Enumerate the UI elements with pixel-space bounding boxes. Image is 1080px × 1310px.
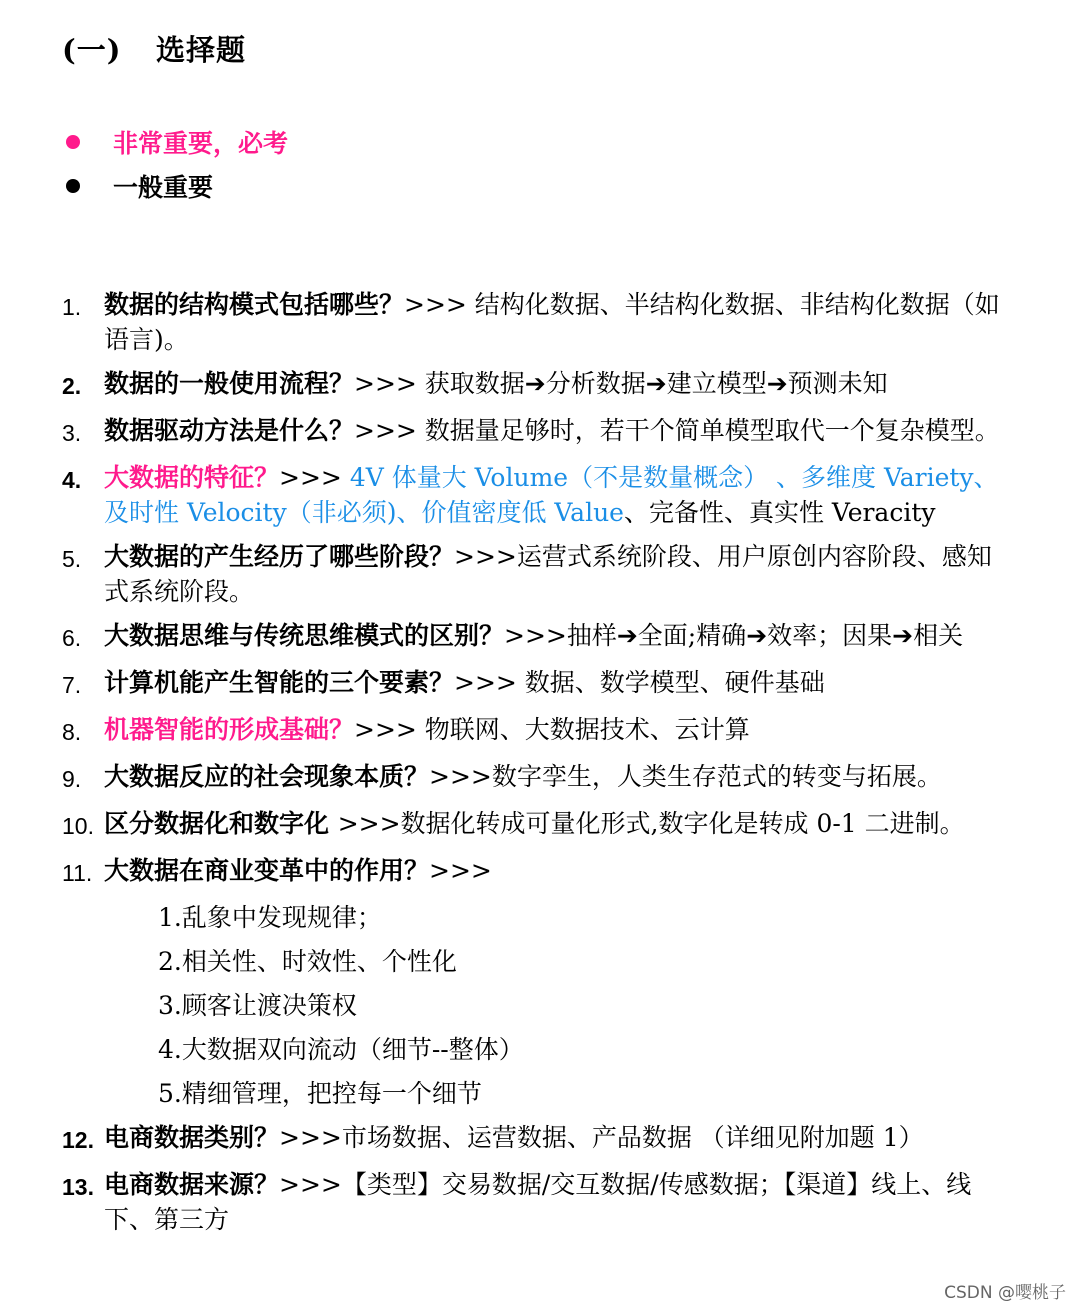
pink-bullet-icon (66, 135, 80, 149)
question-number: 3. (62, 420, 82, 446)
question-item (62, 1167, 1012, 1237)
question-item (62, 1120, 1012, 1158)
section-heading (62, 28, 246, 69)
sub-list-item: 1.乱象中发现规律； (158, 903, 382, 932)
answer-text: >>> 数据、数学模型、硬件基础 (454, 668, 825, 697)
question-item (62, 460, 1012, 530)
question-body (104, 618, 1012, 656)
question-item (62, 806, 1012, 844)
question-text: 数据的一般使用流程？ (104, 369, 355, 398)
question-number: 7. (62, 672, 82, 698)
question-item (62, 759, 1012, 797)
answer-text: >>> 数据量足够时，若干个简单模型取代一个复杂模型。 (354, 416, 1000, 445)
question-number: 13. (62, 1174, 94, 1200)
question-number: 8. (62, 719, 82, 745)
question-item (62, 287, 1012, 357)
legend-item-normal (62, 164, 288, 208)
answer-text: >>>运营式系统阶段、用户原创内容阶段、感知式系统阶段。 (104, 542, 992, 606)
answer-text: >>>数据化转成可量化形式,数字化是转成 0-1 二进制。 (337, 809, 965, 838)
answer-text: >>>数字孪生，人类生存范式的转变与拓展。 (429, 762, 942, 791)
question-text: 大数据反应的社会现象本质？ (104, 762, 430, 791)
answer-text: >>> 获取数据➔分析数据➔建立模型➔预测未知 (354, 369, 888, 398)
section-title: 选择题 (156, 33, 247, 67)
answer-text: >>> 物联网、大数据技术、云计算 (354, 715, 750, 744)
question-item (62, 366, 1012, 404)
question-number: 4. (62, 467, 82, 493)
question-text: 大数据的产生经历了哪些阶段？ (104, 542, 455, 571)
answer-text: >>>市场数据、运营数据、产品数据 （详细见附加题 1） (279, 1123, 924, 1152)
section-number: (一) (62, 33, 122, 67)
question-body (104, 539, 1012, 609)
question-item (62, 539, 1012, 609)
sub-list-item: 5.精细管理，把控每一个细节 (158, 1079, 482, 1108)
question-body (104, 460, 1012, 530)
question-item (62, 853, 1012, 891)
black-bullet-icon (66, 179, 80, 193)
watermark: CSDN @嘤桃子 (944, 1283, 1066, 1303)
question-item (62, 413, 1012, 451)
answer-highlight: 4V 体量大 Volume（不是数量概念） 、多维度 Variety、及时性 Velocity（非必须)、价值密度低 Value (104, 463, 999, 527)
question-list (62, 287, 1012, 1246)
question-body (104, 665, 1012, 703)
question-text: 计算机能产生智能的三个要素？ (104, 668, 455, 697)
sub-list-item: 3.顾客让渡决策权 (158, 991, 357, 1020)
sub-list-item: 2.相关性、时效性、个性化 (158, 947, 457, 976)
question-number: 11. (62, 860, 93, 886)
question-number: 5. (62, 546, 82, 572)
question-text: 大数据在商业变革中的作用？ (104, 856, 430, 885)
answer-prefix: >>> (279, 463, 350, 492)
question-text: 电商数据来源？ (104, 1170, 280, 1199)
question-number: 6. (62, 625, 82, 651)
legend-label: 一般重要 (113, 173, 214, 202)
question-text: 数据的结构模式包括哪些？ (104, 290, 405, 319)
question-number: 12. (62, 1127, 94, 1153)
question-text: 电商数据类别？ (104, 1123, 280, 1152)
question-body (104, 1120, 1012, 1158)
question-body (104, 287, 1012, 357)
question-text: 数据驱动方法是什么？ (104, 416, 355, 445)
importance-legend (62, 120, 288, 208)
question-item (62, 665, 1012, 703)
answer-text: >>>【类型】交易数据/交互数据/传感数据；【渠道】线上、线下、第三方 (104, 1170, 972, 1234)
question-body (104, 759, 1012, 797)
question-body (104, 712, 1012, 750)
legend-item-critical (62, 120, 288, 164)
question-body (104, 1167, 1012, 1237)
question-item (62, 618, 1012, 656)
question-text: 大数据的特征？ (104, 463, 280, 492)
question-text: 区分数据化和数字化 (104, 809, 338, 838)
answer-text: >>> (429, 856, 492, 885)
answer-text: >>> 结构化数据、半结构化数据、非结构化数据（如语言)。 (104, 290, 1000, 354)
answer-tail: 、完备性、真实性 Veracity (623, 498, 936, 527)
sub-list (62, 900, 1012, 1111)
question-number: 10. (62, 813, 94, 839)
sub-list-item: 4.大数据双向流动（细节--整体） (158, 1035, 524, 1064)
question-text: 机器智能的形成基础？ (104, 715, 355, 744)
question-number: 2. (62, 373, 82, 399)
question-body (104, 806, 1012, 844)
question-body (104, 853, 1012, 891)
answer-text: >>>抽样➔全面;精确➔效率；因果➔相关 (504, 621, 964, 650)
question-text: 大数据思维与传统思维模式的区别？ (104, 621, 505, 650)
question-number: 1. (62, 294, 82, 320)
legend-label: 非常重要，必考 (113, 129, 289, 158)
question-body (104, 366, 1012, 404)
question-number: 9. (62, 766, 82, 792)
question-body (104, 413, 1012, 451)
question-item (62, 712, 1012, 750)
